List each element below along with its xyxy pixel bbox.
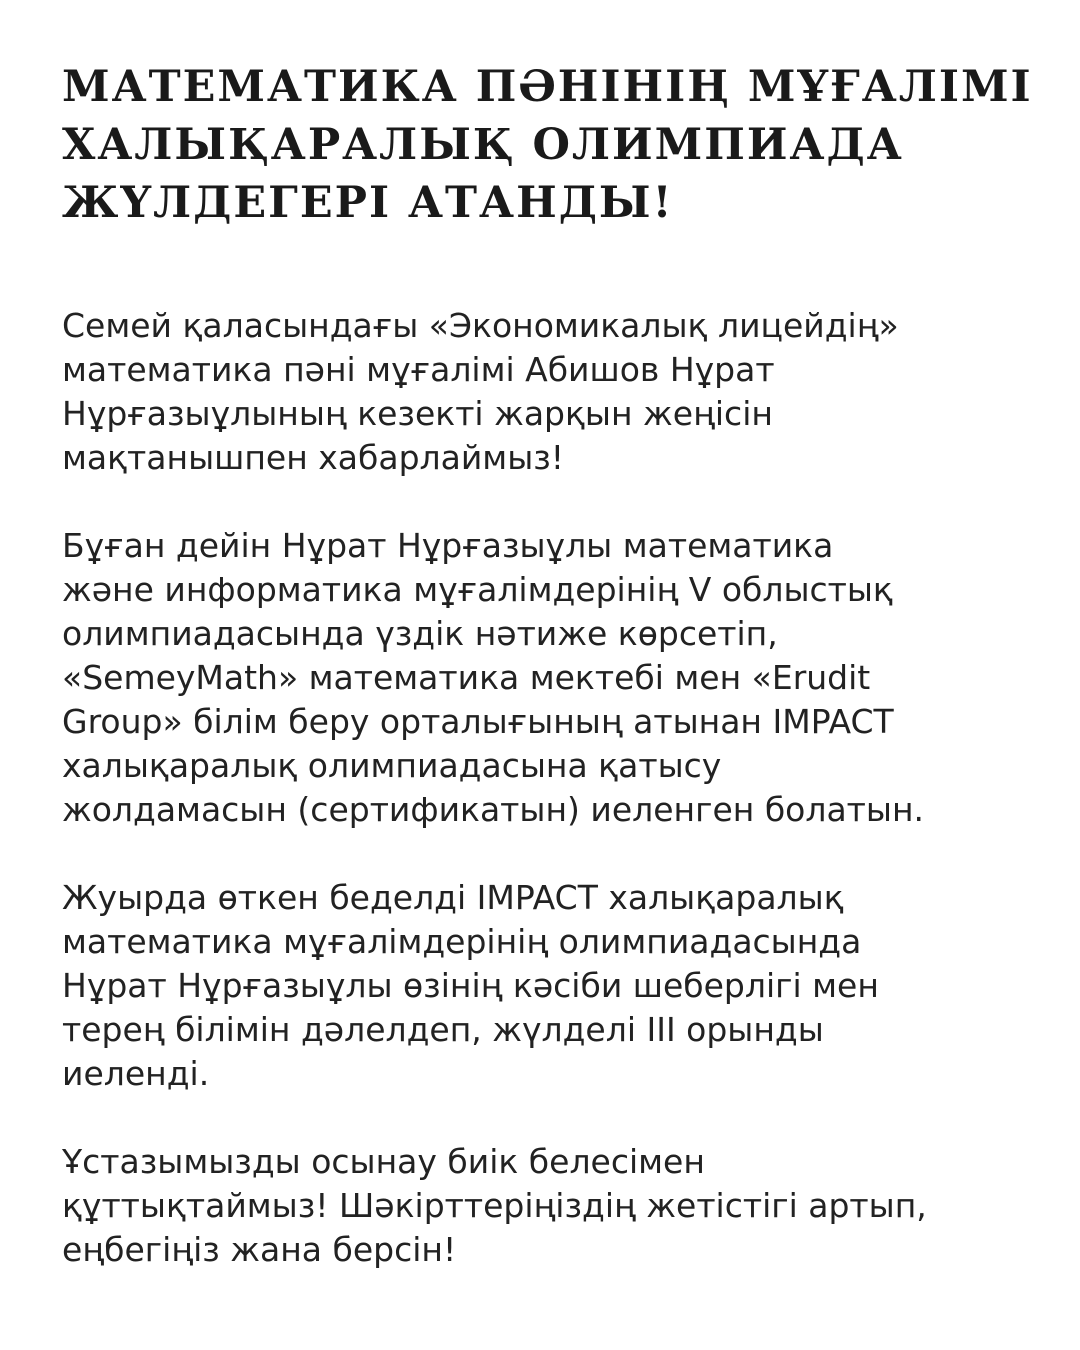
text-line: Жуырда өткен беделді IMPACT халықаралық bbox=[62, 878, 844, 917]
text-line: Нұрат Нұрғазыұлы өзінің кәсіби шеберлігі мен bbox=[62, 966, 879, 1005]
paragraph-congratulations bbox=[62, 1140, 1020, 1272]
text-line: жолдамасын (сертификатын) иеленген болатын. bbox=[62, 790, 925, 829]
text-line: Семей қаласындағы «Экономикалық лицейдің» bbox=[62, 306, 899, 345]
text-line: терең білімін дәлелдеп, жүлделі III орынды bbox=[62, 1010, 824, 1049]
text-line: мақтанышпен хабарлаймыз! bbox=[62, 438, 565, 477]
title-line: ЖҮЛДЕГЕРІ АТАНДЫ! bbox=[62, 178, 674, 228]
text-line: және информатика мұғалімдерінің V облыстық bbox=[62, 570, 893, 609]
text-line: иеленді. bbox=[62, 1054, 210, 1093]
text-line: халықаралық олимпиадасына қатысу bbox=[62, 746, 722, 785]
post-body bbox=[62, 304, 1020, 1272]
text-line: олимпиадасында үздік нәтиже көрсетіп, bbox=[62, 614, 778, 653]
text-line: еңбегіңіз жана берсін! bbox=[62, 1230, 457, 1269]
paragraph-result bbox=[62, 876, 1020, 1096]
title-line: МАТЕМАТИКА ПӘНІНІҢ МҰҒАЛІМІ bbox=[62, 62, 1033, 112]
text-line: математика мұғалімдерінің олимпиадасында bbox=[62, 922, 862, 961]
text-line: математика пәні мұғалімі Абишов Нұрат bbox=[62, 350, 775, 389]
text-line: Group» білім беру орталығының атынан IMPACT bbox=[62, 702, 894, 741]
title-line: ХАЛЫҚАРАЛЫҚ ОЛИМПИАДА bbox=[62, 120, 904, 170]
paragraph-background bbox=[62, 524, 1020, 832]
text-line: «SemeyMath» математика мектебі мен «Erudit bbox=[62, 658, 871, 697]
text-line: Ұстазымызды осынау биік белесімен bbox=[62, 1142, 705, 1181]
text-line: Нұрғазыұлының кезекті жарқын жеңісін bbox=[62, 394, 773, 433]
text-line: құттықтаймыз! Шәкірттеріңіздің жетістігі артып, bbox=[62, 1186, 927, 1225]
text-line: Бұған дейін Нұрат Нұрғазыұлы математика bbox=[62, 526, 834, 565]
post-title bbox=[62, 58, 1033, 232]
paragraph-announcement bbox=[62, 304, 1020, 480]
